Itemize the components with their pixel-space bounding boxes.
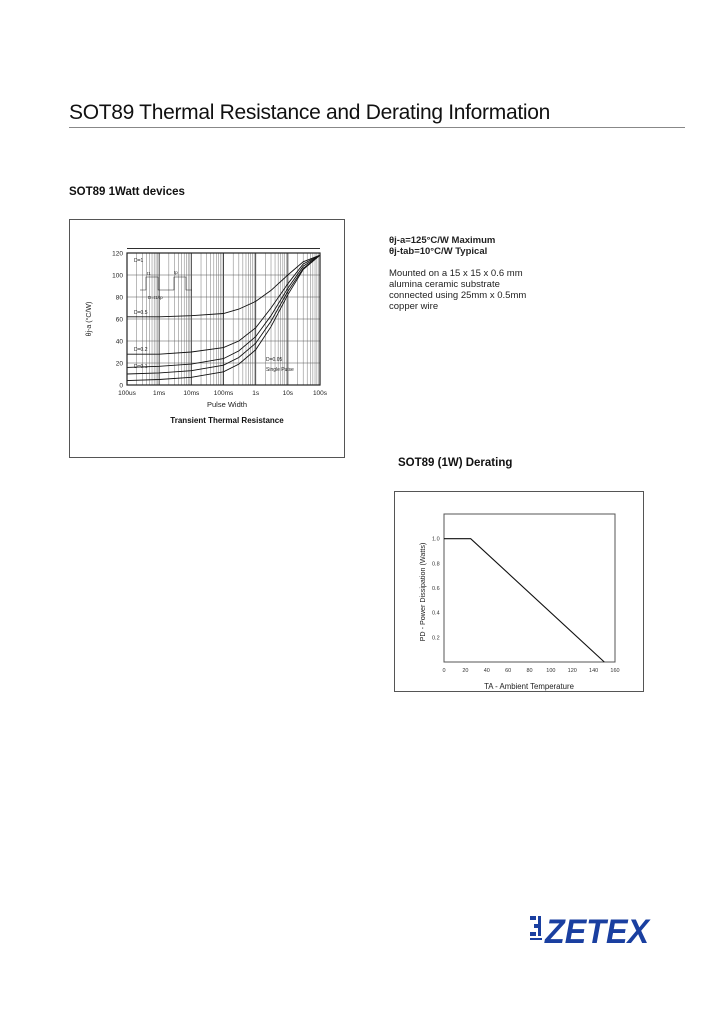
transient-chart: [70, 220, 344, 457]
transient-x-label: Pulse Width: [206, 400, 248, 409]
derating-x-tick: 160: [610, 668, 620, 674]
transient-y-tick: 60: [115, 316, 123, 324]
derating-y-label: PD - Power Dissipation (Watts): [418, 542, 427, 642]
section-heading-derating: SOT89 (1W) Derating: [398, 457, 513, 469]
transient-y-tick: 20: [115, 360, 123, 368]
theta-jtab-spec: θj-tab=10°C/W Typical: [389, 246, 488, 257]
transient-x-tick: 1ms: [153, 390, 166, 397]
zetex-emblem-icon: [530, 916, 542, 940]
title-divider: [69, 127, 685, 128]
derating-y-tick: 0.4: [432, 610, 440, 617]
curve-label-d02: D=0.2: [134, 347, 148, 353]
transient-y-tick: 100: [112, 272, 123, 280]
inset-label-t1: t1: [147, 271, 151, 276]
transient-x-tick: 100ms: [213, 390, 234, 397]
inset-label-duty: D=t1/tp: [148, 295, 163, 300]
derating-y-tick: 0.6: [432, 586, 440, 592]
transient-x-tick: 1s: [252, 390, 260, 397]
section-heading-1watt: SOT89 1Watt devices: [69, 186, 185, 198]
curve-label-d1: D=1: [134, 258, 144, 264]
transient-x-tick: 10s: [282, 390, 294, 397]
mounting-note-line-2: alumina ceramic substrate: [389, 279, 500, 290]
mounting-note-line-4: copper wire: [389, 301, 439, 312]
derating-x-label: TA - Ambient Temperature: [484, 682, 574, 691]
derating-y-tick: 1.0: [432, 536, 440, 543]
derating-y-tick: 0.2: [432, 635, 440, 642]
inset-label-tp: tp: [174, 270, 178, 275]
derating-plot-frame: [444, 514, 615, 662]
transient-y-tick: 80: [115, 294, 123, 302]
mounting-note-line-1: Mounted on a 15 x 15 x 0.6 mm: [389, 268, 523, 279]
derating-x-tick: 80: [526, 668, 533, 674]
page-title: SOT89 Thermal Resistance and Derating Information: [69, 101, 550, 124]
curve-label-single: Single Pulse: [266, 367, 294, 373]
transient-x-tick: 10ms: [183, 390, 200, 397]
derating-curve: [444, 539, 604, 662]
zetex-logo-text: ZETEX: [544, 913, 652, 948]
transient-y-label: θj-a (°C/W): [86, 301, 93, 337]
derating-x-tick: 140: [589, 668, 599, 674]
curve-label-d005: D=0.05: [266, 357, 283, 363]
derating-chart-panel: [394, 491, 644, 692]
theta-ja-spec: θj-a=125°C/W Maximum: [389, 235, 496, 246]
transient-x-tick: 100s: [312, 390, 328, 397]
transient-y-tick: 0: [119, 382, 123, 390]
transient-caption: Transient Thermal Resistance: [170, 416, 284, 425]
derating-x-tick: 0: [442, 668, 446, 674]
derating-chart: [395, 492, 643, 691]
transient-y-tick: 40: [115, 338, 123, 346]
derating-y-tick: 0.8: [432, 561, 440, 568]
zetex-logo: [530, 908, 654, 948]
derating-x-tick: 40: [483, 668, 490, 674]
transient-chart-panel: [69, 219, 345, 458]
transient-x-tick: 100us: [118, 390, 136, 397]
derating-x-tick: 100: [546, 668, 556, 674]
curve-label-d05: D=0.5: [134, 310, 148, 316]
mounting-note-line-3: connected using 25mm x 0.5mm: [389, 290, 527, 301]
transient-y-tick: 120: [112, 250, 123, 258]
derating-x-tick: 60: [505, 668, 512, 674]
derating-x-tick: 120: [567, 668, 577, 674]
thermal-spec-block: [389, 235, 589, 312]
curve-label-d01: D=0.1: [134, 364, 148, 370]
derating-x-tick: 20: [462, 668, 469, 674]
